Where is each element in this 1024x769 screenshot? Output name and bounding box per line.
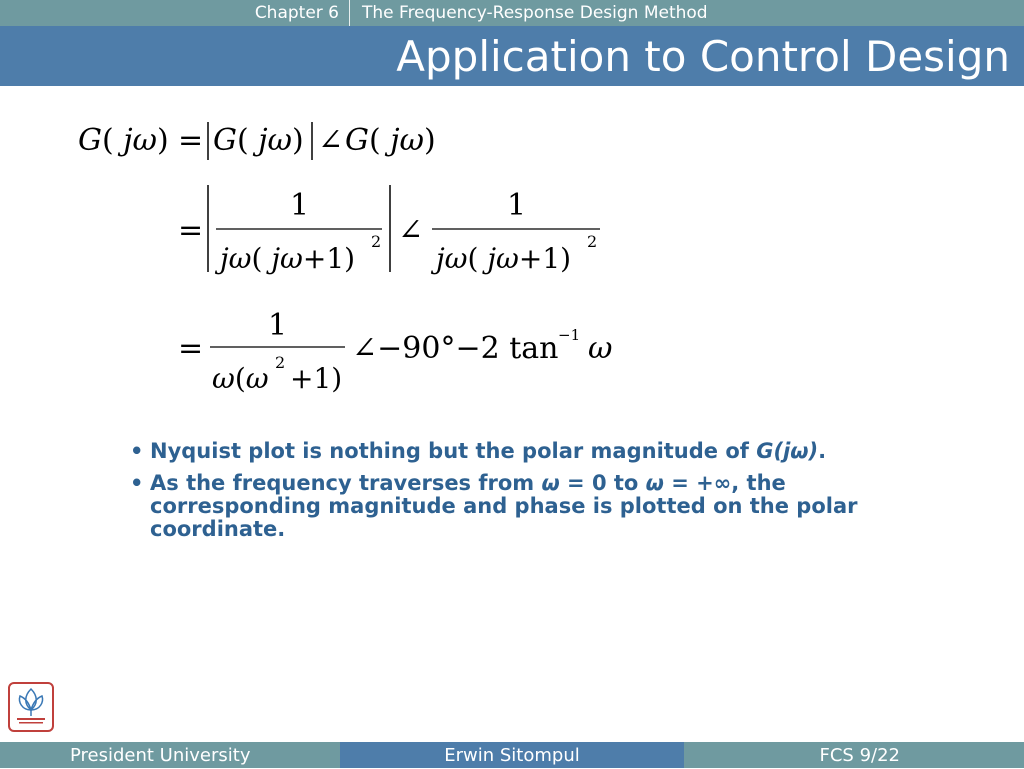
svg-text:=: =	[178, 331, 204, 366]
svg-text:2: 2	[275, 353, 286, 372]
bullet-frequency-omega-2: ω	[645, 471, 664, 495]
svg-text:∠−90°−2 tan: ∠−90°−2 tan	[352, 331, 559, 366]
svg-text:G( jω): G( jω)	[78, 123, 169, 158]
svg-text:1: 1	[268, 308, 288, 343]
svg-text:∠: ∠	[318, 123, 344, 158]
chapter-subject: The Frequency-Response Design Method	[362, 3, 708, 23]
svg-text:=: =	[178, 213, 204, 248]
chapter-label: Chapter 6	[234, 0, 350, 26]
svg-text:−1: −1	[558, 326, 581, 344]
svg-text:G( jω): G( jω)	[213, 123, 304, 158]
svg-text:G( jω): G( jω)	[345, 123, 436, 158]
bullet-frequency-text-3: = +∞, the corresponding magnitude and phase is plotted on the polar coordinate.	[150, 471, 858, 541]
bullet-nyquist-math: G(jω)	[756, 439, 819, 463]
president-university-logo-icon	[8, 682, 54, 732]
svg-text:1: 1	[290, 188, 310, 223]
footer-bar	[0, 742, 1024, 768]
svg-text:1: 1	[507, 188, 527, 223]
footer-page-number: FCS 9/22	[684, 742, 1024, 768]
svg-text:+1): +1)	[290, 362, 343, 395]
bullet-frequency-omega-1: ω	[541, 471, 560, 495]
bullet-nyquist-text: Nyquist plot is nothing but the polar magnitude of	[150, 439, 757, 463]
svg-text:=: =	[178, 123, 204, 158]
equation-line-3	[178, 308, 612, 395]
equation-line-2	[178, 185, 600, 275]
svg-text:ω: ω	[588, 331, 613, 366]
equation-line-1	[78, 122, 436, 160]
bullet-nyquist	[130, 440, 900, 463]
svg-text:jω( jω+1): jω( jω+1)	[220, 242, 356, 275]
svg-text:jω( jω+1): jω( jω+1)	[436, 242, 572, 275]
footer-university: President University	[0, 742, 340, 768]
bullet-list	[130, 440, 900, 550]
bullet-frequency-text-1: As the frequency traverses from	[150, 471, 542, 495]
svg-text:∠: ∠	[398, 213, 424, 248]
bullet-frequency-text-2: = 0 to	[559, 471, 646, 495]
logo-flower-icon	[10, 684, 52, 730]
bullet-nyquist-tail: .	[818, 439, 827, 463]
footer-author: Erwin Sitompul	[340, 742, 684, 768]
svg-text:2: 2	[371, 232, 382, 251]
svg-text:ω(ω: ω(ω	[212, 362, 269, 395]
bullet-frequency	[130, 472, 900, 541]
svg-text:2: 2	[587, 232, 598, 251]
slide-title: Application to Control Design	[396, 32, 1010, 81]
